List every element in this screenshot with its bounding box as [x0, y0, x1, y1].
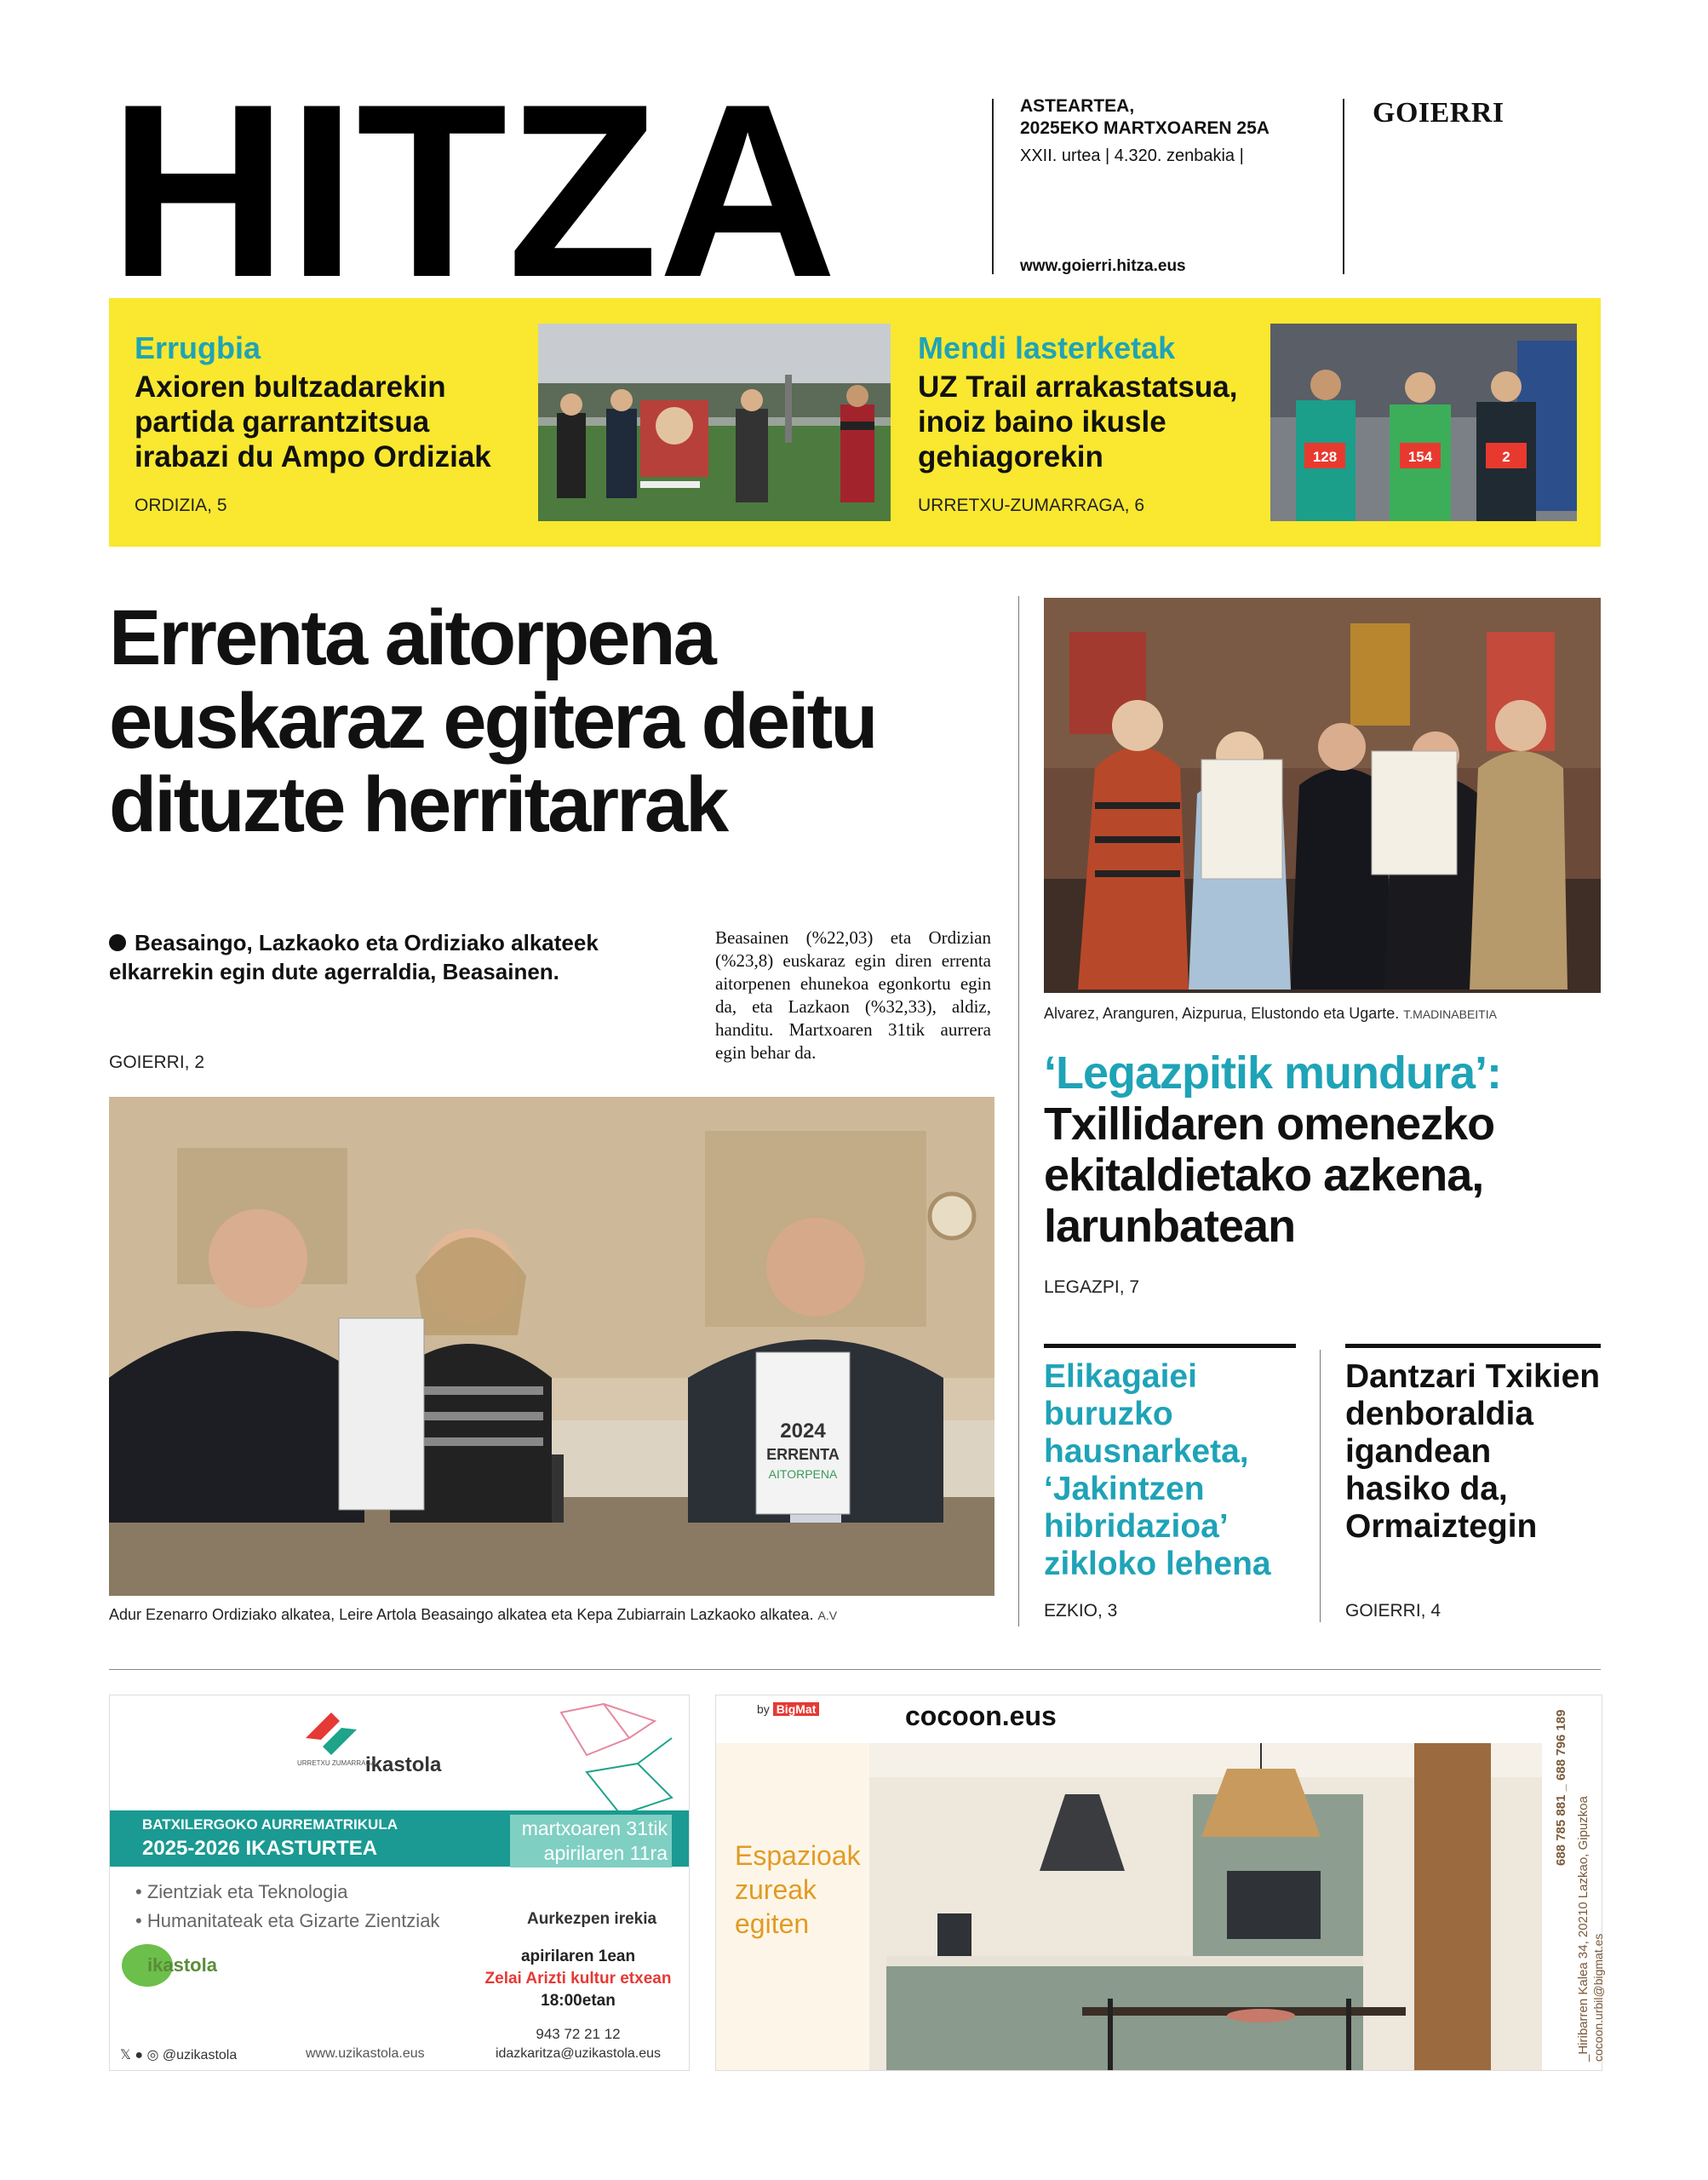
event-time: 18:00etan: [541, 1992, 616, 2010]
banner-line2: 2025-2026 IKASTURTEA: [142, 1837, 378, 1860]
website-link[interactable]: www.goierri.hitza.eus: [1020, 257, 1186, 275]
column-divider: [1018, 596, 1019, 1626]
logo-text: HITZA: [109, 95, 837, 283]
teaser-kicker: Errugbia: [135, 330, 261, 365]
teaser-rugby[interactable]: [135, 330, 526, 474]
cocoon-by: by BigMat: [757, 1702, 819, 1716]
brief-goierri-title[interactable]: Dantzari Txikien denboraldia igandean hasiko da, Ormaiztegin: [1345, 1358, 1601, 1545]
poster-year: 2024: [780, 1420, 826, 1443]
photo-credit: A.V: [817, 1609, 838, 1622]
ads-separator: [109, 1669, 1601, 1670]
edition-name: GOIERRI: [1373, 97, 1505, 129]
ikastola-logo-text: ikastola: [147, 1954, 217, 1976]
side-photo: [1044, 598, 1601, 993]
bib-number: 154: [1407, 449, 1433, 465]
side-location: LEGAZPI, 7: [1044, 1277, 1140, 1297]
lead-headline[interactable]: Errenta aitorpena euskaraz egitera deitu dituzte herritarrak: [109, 594, 876, 848]
cocoon-email[interactable]: cocoon.urbil@bigmat.es: [1591, 1933, 1605, 2062]
cocoon-slogan: Espazioak zureak egiten: [735, 1840, 861, 1939]
teaser-kicker: Mendi lasterketak: [918, 330, 1176, 365]
teaser-location: ORDIZIA, 5: [135, 496, 227, 515]
poster-text: AITORPENA: [768, 1467, 838, 1481]
cocoon-address: _Hiribarren Kalea 34, 20210 Lazkao, Gipuzkoa: [1576, 1796, 1591, 2062]
bib-number: 2: [1502, 449, 1510, 465]
network-decoration-icon: [553, 1695, 689, 1823]
teaser-title: UZ Trail arrakastatsua, inoiz baino ikusle gehiagorekin: [918, 370, 1238, 473]
brief-location: GOIERRI, 4: [1345, 1601, 1441, 1621]
dates-line2: apirilaren 11ra: [543, 1842, 668, 1864]
bib-number: 128: [1312, 449, 1338, 465]
brief-rule: [1044, 1344, 1296, 1348]
rugby-photo: [538, 324, 891, 521]
masthead-logo: [109, 95, 837, 283]
open-event: Aurkezpen irekia: [527, 1910, 657, 1928]
teaser-title: Axioren bultzadarekin partida garrantzitsua irabazi du Ampo Ordiziak: [135, 370, 491, 473]
ikastola-email[interactable]: idazkaritza@uzikastola.eus: [495, 2046, 662, 2061]
ad-ikastola[interactable]: [109, 1695, 690, 2071]
banner-line1: BATXILERGOKO AURREMATRIKULA: [142, 1816, 398, 1833]
kitchen-photo: [869, 1743, 1542, 2070]
brief-rule: [1345, 1344, 1601, 1348]
brief-ezkio-title[interactable]: Elikagaiei buruzko hausnarketa, ‘Jakintzen hibridazioa’ zikloko lehena: [1044, 1358, 1271, 1582]
bullet-icon: [109, 934, 126, 951]
brief-location: EZKIO, 3: [1044, 1601, 1118, 1621]
photo-credit: T.MADINABEITIA: [1403, 1007, 1497, 1021]
teaser-location: URRETXU-ZUMARRAGA, 6: [918, 496, 1145, 515]
cocoon-phones[interactable]: 688 785 881 _ 688 796 189: [1554, 1709, 1568, 1866]
lead-summary: Beasaingo, Lazkaoko eta Ordiziako alkateek elkarrekin egin dute agerraldia, Beasainen.: [109, 930, 599, 984]
event-date: apirilaren 1ean: [520, 1948, 636, 1965]
course-item: • Zientziak eta Teknologia: [135, 1881, 348, 1902]
ad-cocoon[interactable]: [715, 1695, 1605, 2071]
poster-text: ERRENTA: [766, 1446, 840, 1463]
masthead-divider: [992, 99, 994, 274]
lead-location: GOIERRI, 2: [109, 1053, 205, 1072]
event-place: Zelai Arizti kultur etxean: [484, 1970, 672, 1988]
lead-body: Beasainen (%22,03) eta Ordizian (%23,8) euskaraz egin diren errenta aitorpenen ehunekoa egonkortu egin da, eta Lazkaon (%32,33), aldiz, handitu. Martxoaren 31tik aurrera egin behar da.: [715, 927, 991, 1063]
side-photo-caption: Alvarez, Aranguren, Aizpurua, Elustondo eta Ugarte. T.MADINABEITIA: [1044, 1005, 1497, 1022]
ikastola-brand-sub: URRETXU ZUMARRAGA: [297, 1759, 376, 1767]
teaser-trail[interactable]: [918, 330, 1275, 474]
social-icons[interactable]: 𝕏 ● ◎ @uzikastola: [120, 2048, 238, 2062]
cocoon-brand: cocoon.eus: [905, 1701, 1057, 1731]
ikastola-logo-icon: [297, 1704, 365, 1764]
lead-photo: [109, 1097, 994, 1596]
issue-number: XXII. urtea | 4.320. zenbakia |: [1020, 146, 1244, 165]
side-kicker[interactable]: ‘Legazpitik mundura’:: [1044, 1047, 1502, 1099]
ikastola-phone[interactable]: 943 72 21 12: [536, 2026, 621, 2042]
issue-date: ASTEARTEA, 2025EKO MARTXOAREN 25A: [1020, 96, 1270, 138]
masthead-divider-2: [1343, 99, 1344, 274]
course-item: • Humanitateak eta Gizarte Zientziak: [135, 1910, 440, 1931]
trail-photo: [1270, 324, 1577, 521]
lead-photo-caption: Adur Ezenarro Ordiziako alkatea, Leire Artola Beasaingo alkatea eta Kepa Zubiarrain Lazkaoko alkatea. A.V: [109, 1606, 838, 1623]
dates-line1: martxoaren 31tik: [521, 1817, 668, 1839]
brief-divider: [1320, 1350, 1321, 1622]
side-headline[interactable]: Txillidaren omenezko ekitaldietako azkena, larunbatean: [1044, 1099, 1495, 1252]
ikastola-web[interactable]: www.uzikastola.eus: [306, 2046, 425, 2061]
ikastola-brand: ikastola: [365, 1753, 442, 1776]
